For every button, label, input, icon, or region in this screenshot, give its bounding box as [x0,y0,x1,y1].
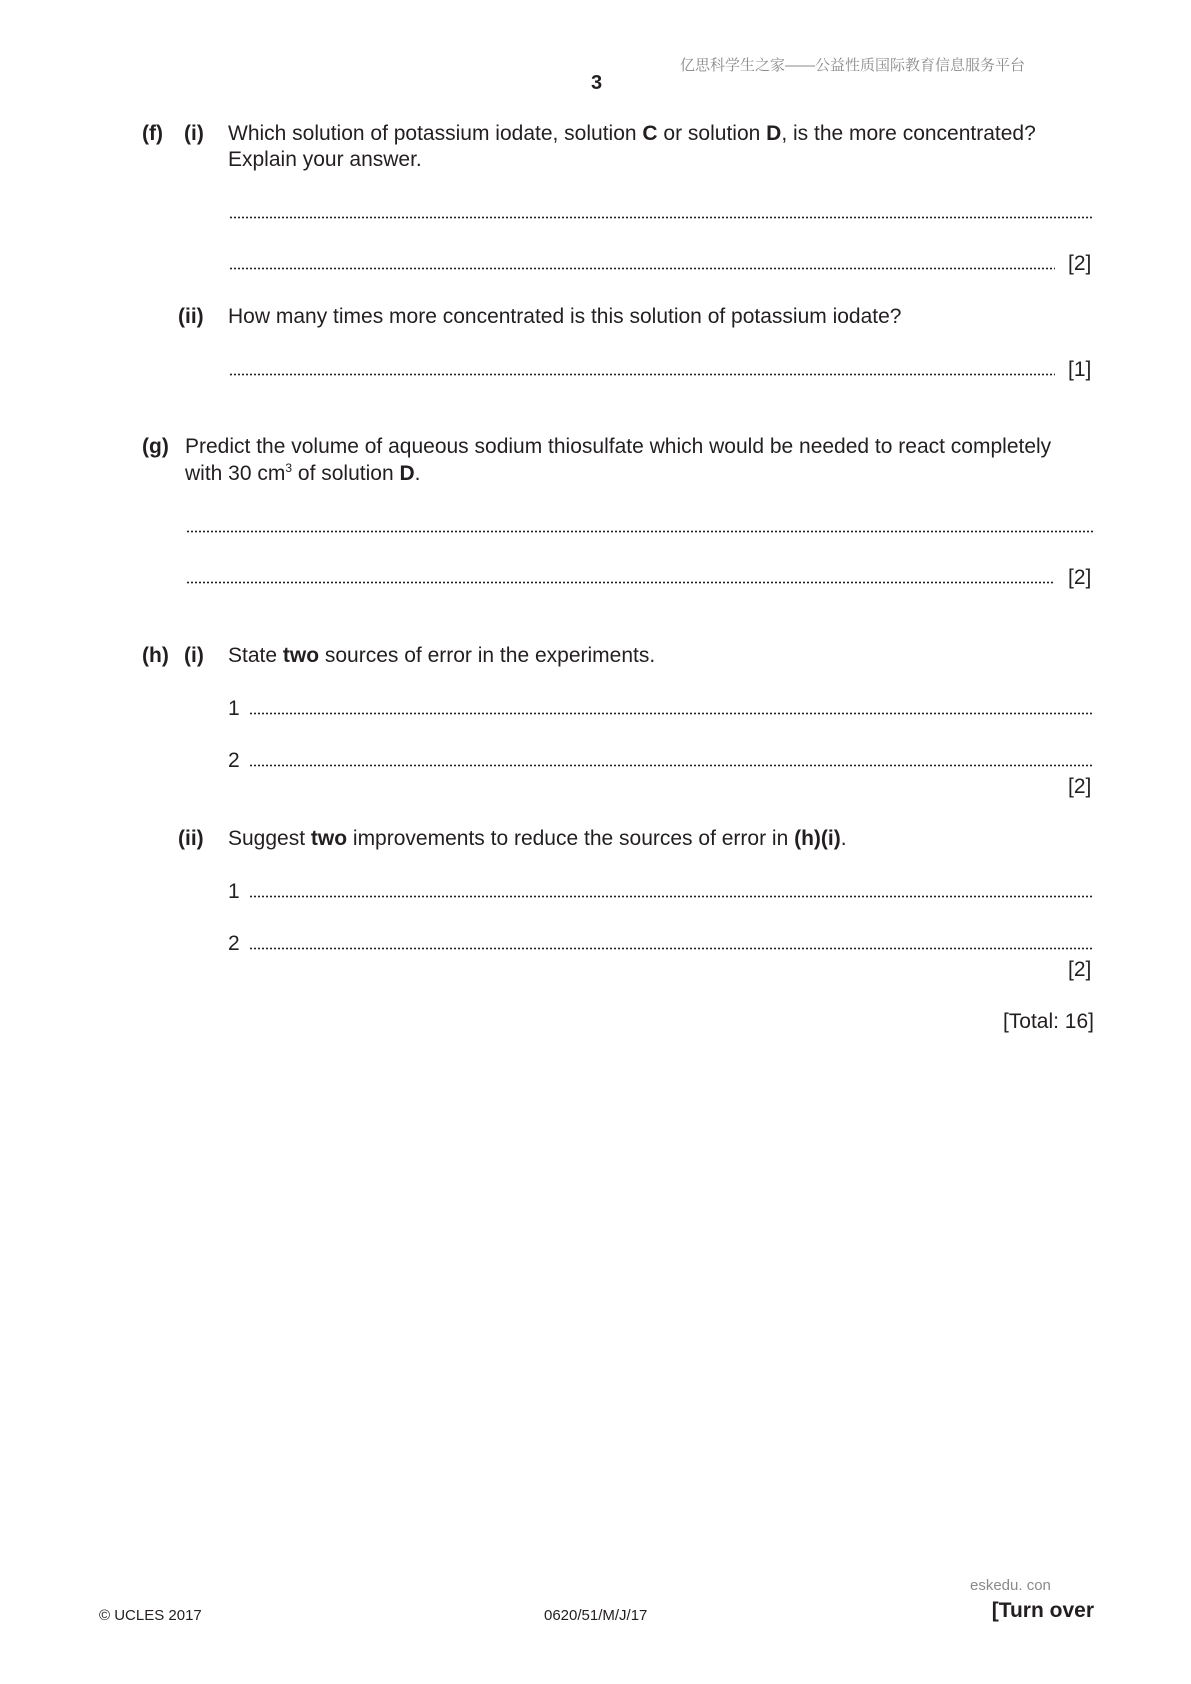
answer-line-g-2[interactable] [186,581,1055,584]
answer-line-f-ii[interactable] [229,373,1055,376]
answer-line-h-ii-2[interactable] [249,947,1093,950]
total-marks: [Total: 16] [1002,1010,1094,1033]
marks-h-ii: [2] [1068,958,1092,981]
footer-copyright: © UCLES 2017 [99,1607,202,1624]
question-f-ii-text: How many times more concentrated is this solution of potassium iodate? [228,305,902,328]
marks-f-ii: [1] [1068,358,1092,381]
footer-paper-code: 0620/51/M/J/17 [544,1607,648,1624]
marks-g: [2] [1068,566,1092,589]
answer-line-h-ii-1[interactable] [249,895,1093,898]
question-h-ii-label: (ii) [178,827,204,850]
question-g-text-line1: Predict the volume of aqueous sodium thiosulfate which would be needed to react completely [185,435,1052,458]
answer-line-g-1[interactable] [186,530,1093,533]
answer-number-h-ii-1: 1 [228,880,240,903]
site-watermark: eskedu. con [970,1577,1051,1594]
marks-f-i: [2] [1068,252,1092,275]
question-g-label: (g) [142,435,169,458]
answer-line-f-i-2[interactable] [229,267,1055,270]
turn-over-label: [Turn over [991,1599,1094,1622]
header-watermark: 亿思科学生之家——公益性质国际教育信息服务平台 [680,57,1026,74]
answer-line-f-i-1[interactable] [229,216,1093,219]
question-h-ii-text: Suggest two improvements to reduce the sources of error in (h)(i). [228,827,847,850]
question-f-label: (f) [142,122,163,145]
question-f-i-text-line2: Explain your answer. [228,148,422,171]
marks-h-i: [2] [1068,775,1092,798]
question-f-ii-label: (ii) [178,305,204,328]
answer-number-h-ii-2: 2 [228,932,240,955]
question-f-i-text: Which solution of potassium iodate, solution C or solution D, is the more concentrated? [228,122,1036,145]
answer-number-h-i-1: 1 [228,697,240,720]
answer-line-h-i-1[interactable] [249,712,1093,715]
page-number: 3 [591,72,603,94]
question-g-text-line2: with 30 $cm^3$ of solution D. [185,461,421,485]
question-h-i-text: State two sources of error in the experiments. [228,644,656,667]
question-h-label: (h) [142,644,169,667]
answer-number-h-i-2: 2 [228,749,240,772]
question-h-i-label: (i) [184,644,204,667]
answer-line-h-i-2[interactable] [249,764,1093,767]
question-f-i-label: (i) [184,122,204,145]
